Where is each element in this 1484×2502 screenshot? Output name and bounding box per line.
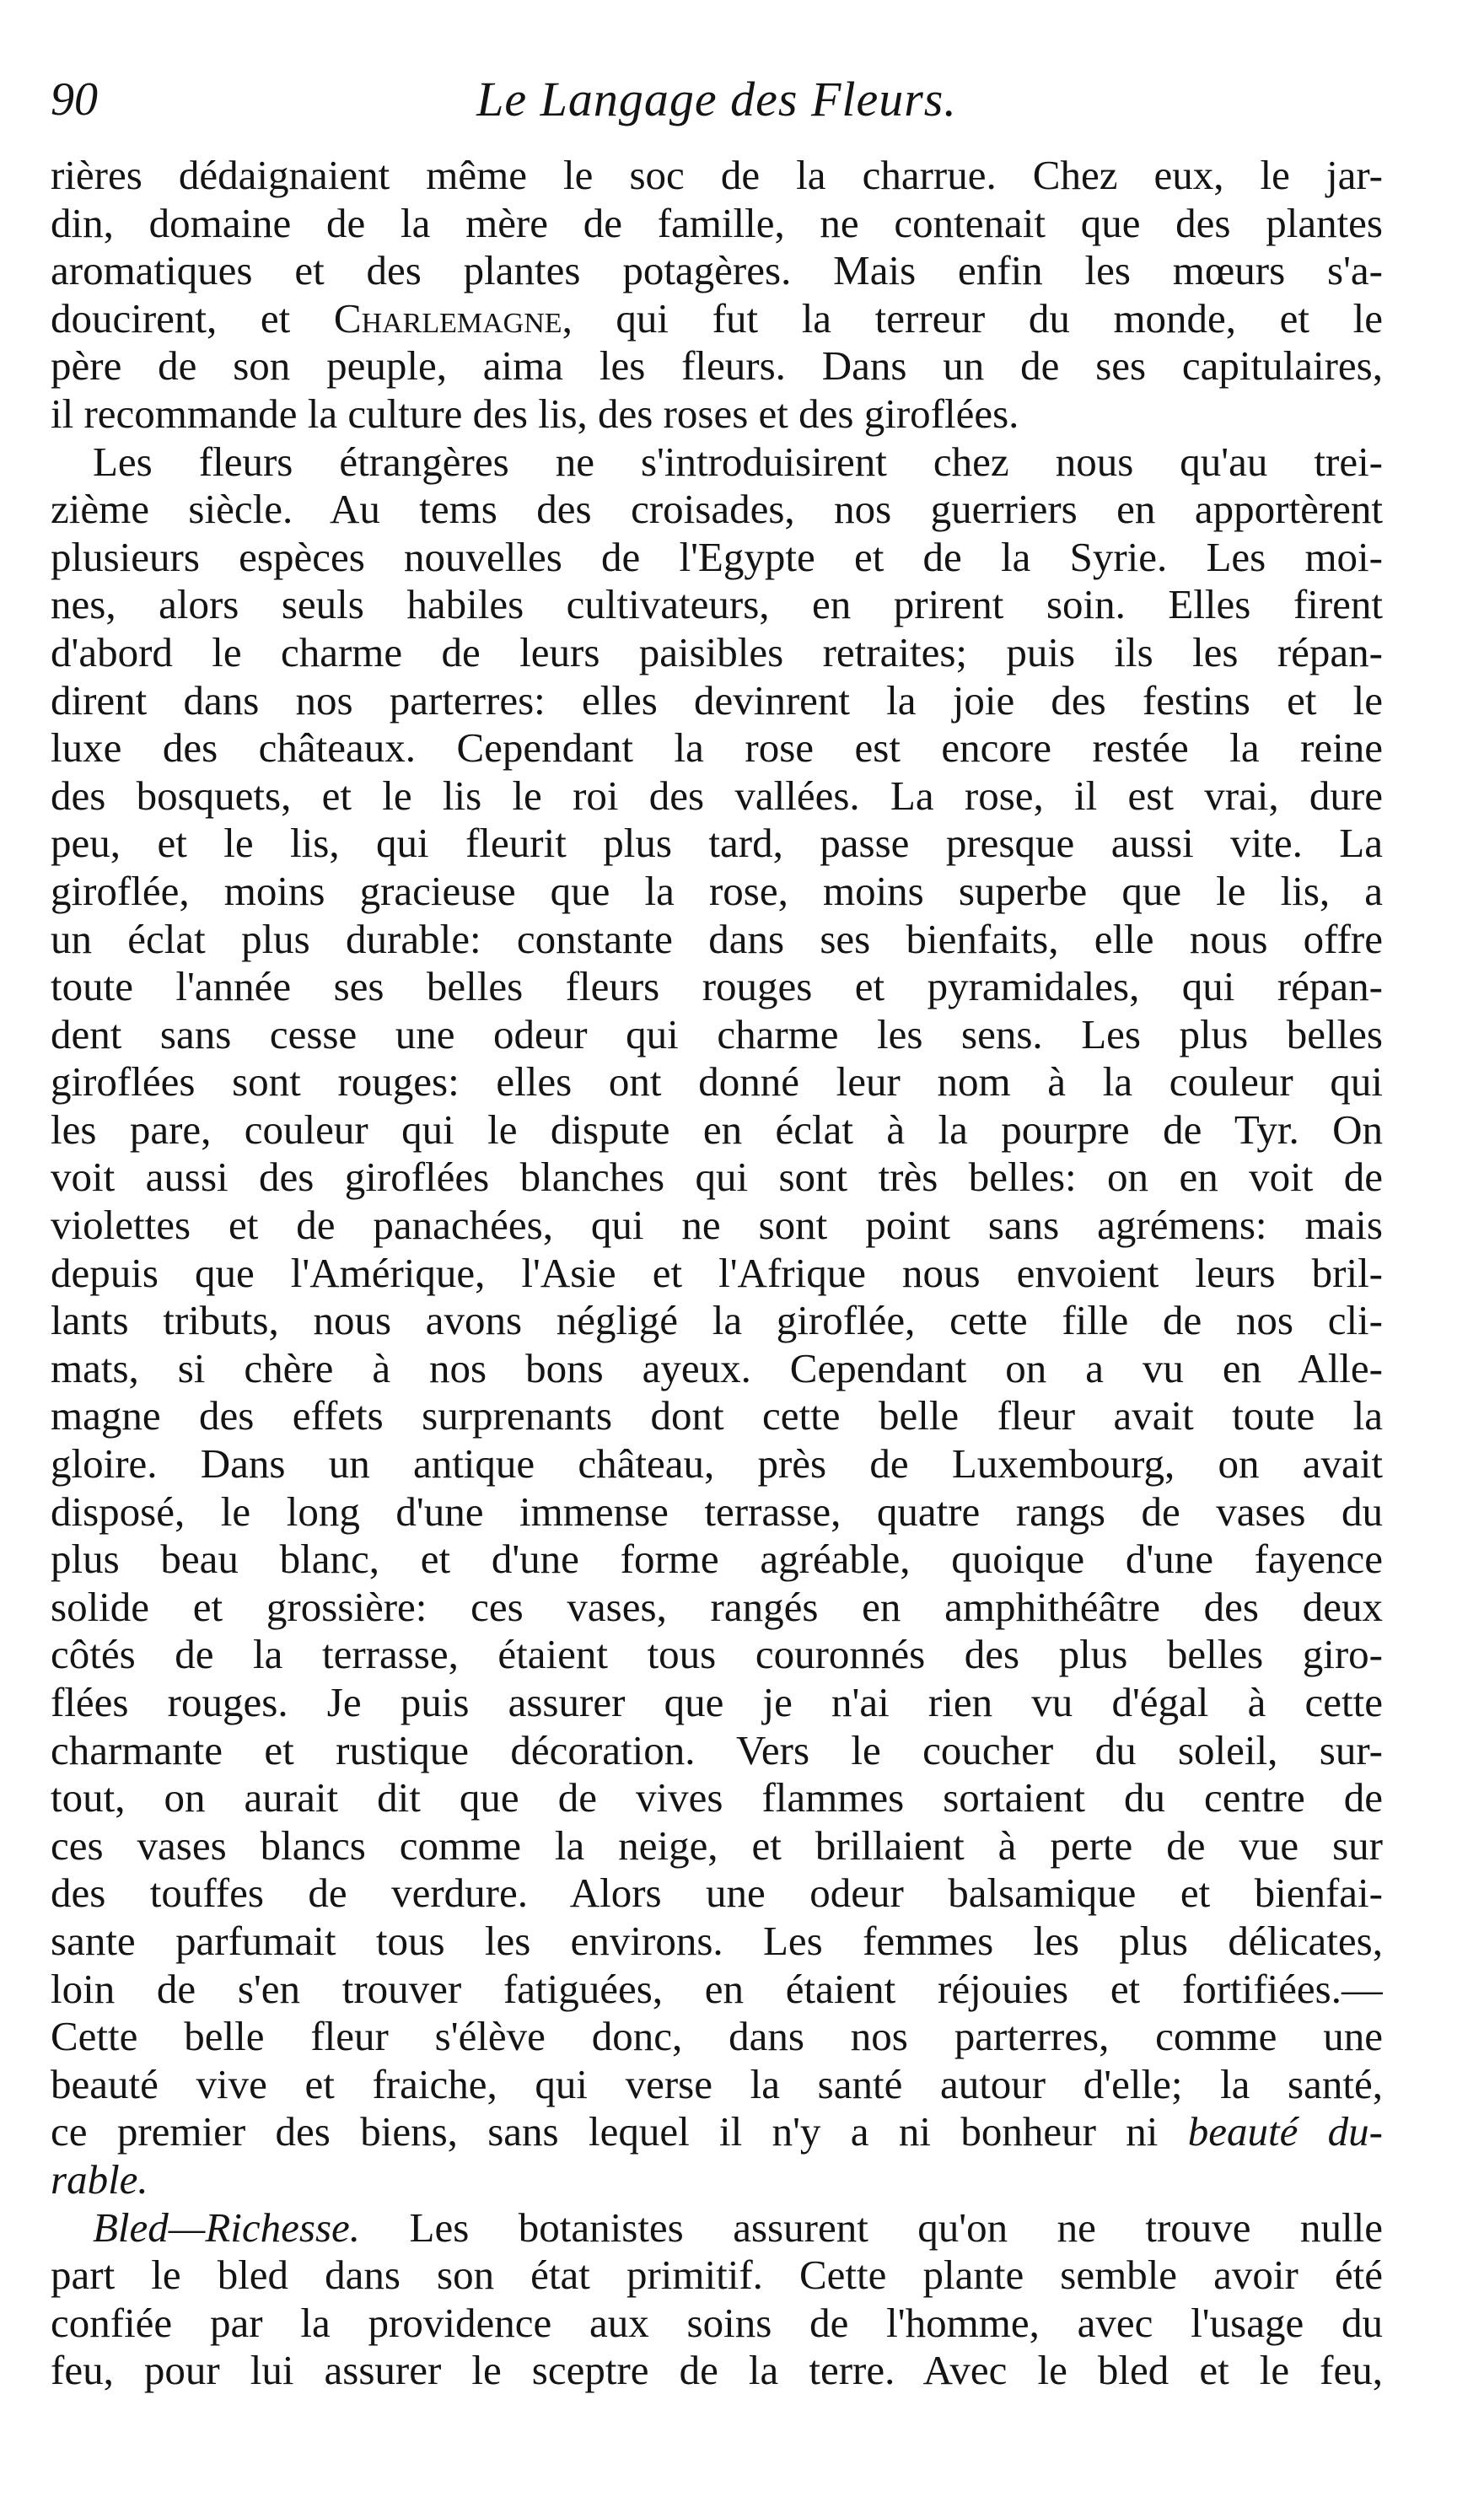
text-line: des touffes de verdure. Alors une odeur balsamique et bienfai- [51,1870,1383,1917]
text-line: disposé, le long d'une immense terrasse, quatre rangs de vases du [51,1488,1383,1535]
text-segment: , qui fut la terreur du monde, et le [562,294,1383,342]
text-line: magne des effets surprenants dont cette belle fleur avait toute la [51,1392,1383,1439]
text-line: mats, si chère à nos bons ayeux. Cependant on a vu en Alle- [51,1344,1383,1391]
text-line: giroflées sont rouges: elles ont donné leur nom à la couleur qui [51,1058,1383,1106]
text-line: les pare, couleur qui le dispute en éclat à la pourpre de Tyr. On [51,1106,1383,1153]
text-line: rières dédaignaient même le soc de la charrue. Chez eux, le jar- [51,152,1383,198]
text-line: d'abord le charme de leurs paisibles retraites; puis ils les répan- [51,628,1383,675]
text-line: plusieurs espèces nouvelles de l'Egypte et de la Syrie. Les moi- [51,533,1383,580]
section-heading-bled: Bled—Richesse. [93,2203,361,2251]
text-line: confiée par la providence aux soins de l'homme, avec l'usage du [51,2299,1383,2346]
text-line: dirent dans nos parterres: elles devinrent la joie des festins et le [51,676,1383,724]
body-text [51,152,1383,2395]
italic-phrase: beauté du- [1187,2108,1383,2155]
text-line: peu, et le lis, qui fleurit plus tard, passe presque aussi vite. La [51,820,1383,867]
text-line: tout, on aurait dit que de vives flammes sortaient du centre de [51,1774,1383,1821]
text-line: solide et grossière: ces vases, rangés en amphithéâtre des deux [51,1583,1383,1630]
text-line: ces vases blancs comme la neige, et brillaient à perte de vue sur [51,1821,1383,1869]
paragraph-start-line [51,2204,1383,2252]
text-line: luxe des châteaux. Cependant la rose est encore restée la reine [51,724,1383,772]
page-header [51,66,1383,133]
text-line: un éclat plus durable: constante dans ses bienfaits, elle nous offre [51,915,1383,962]
text-line: zième siècle. Au tems des croisades, nos guerriers en apportèrent [51,486,1383,533]
text-line: giroflée, moins gracieuse que la rose, moins superbe que le lis, a [51,867,1383,914]
text-line: nes, alors seuls habiles cultivateurs, en prirent soin. Elles firent [51,581,1383,628]
text-line: feu, pour lui assurer le sceptre de la terre. Avec le bled et le feu, [51,2347,1383,2394]
text-segment: doucirent, et [51,294,334,342]
text-line: des bosquets, et le lis le roi des vallées. La rose, il est vrai, dure [51,772,1383,819]
text-line: lants tributs, nous avons négligé la giroflée, cette fille de nos cli- [51,1297,1383,1344]
text-line: flées rouges. Je puis assurer que je n'ai rien vu d'égal à cette [51,1679,1383,1725]
text-line: toute l'année ses belles fleurs rouges et pyramidales, qui répan- [51,963,1383,1010]
text-line: part le bled dans son état primitif. Cette plante semble avoir été [51,2252,1383,2299]
page-number: 90 [51,73,98,126]
text-line: rable. [51,2155,148,2203]
text-line [51,2108,1383,2156]
text-line: charmante et rustique décoration. Vers le coucher du soleil, sur- [51,1726,1383,1773]
text-line: beauté vive et fraiche, qui verse la santé autour d'elle; la santé, [51,2060,1383,2107]
text-segment: Les botanistes assurent qu'on ne trouve nulle [360,2203,1383,2251]
paragraph-start-line: Les fleurs étrangères ne s'introduisirent chez nous qu'au trei- [93,438,1383,485]
text-line: plus beau blanc, et d'une forme agréable, quoique d'une fayence [51,1536,1383,1583]
text-line [51,295,1383,343]
text-line: côtés de la terrasse, étaient tous couronnés des plus belles giro- [51,1631,1383,1678]
text-line: voit aussi des giroflées blanches qui sont très belles: on en voit de [51,1154,1383,1201]
text-line: gloire. Dans un antique château, près de Luxembourg, on avait [51,1440,1383,1488]
text-line: aromatiques et des plantes potagères. Mais enfin les mœurs s'a- [51,247,1383,294]
text-line: loin de s'en trouver fatiguées, en étaient réjouies et fortifiées.— [51,1965,1383,2012]
running-title: Le Langage des Fleurs. [476,72,957,126]
text-line: sante parfumait tous les environs. Les femmes les plus délicates, [51,1917,1383,1964]
text-line: père de son peuple, aima les fleurs. Dans un de ses capitulaires, [51,342,1383,390]
text-line: violettes et de panachées, qui ne sont point sans agrémens: mais [51,1202,1383,1249]
text-segment: ce premier des biens, sans lequel il n'y a ni bonheur ni [51,2108,1188,2155]
text-line: Cette belle fleur s'élève donc, dans nos parterres, comme une [51,2013,1383,2060]
text-line: depuis que l'Amérique, l'Asie et l'Afrique nous envoient leurs bril- [51,1249,1383,1296]
person-name-charlemagne: Charlemagne [333,294,562,342]
text-line: dent sans cesse une odeur qui charme les sens. Les plus belles [51,1010,1383,1057]
text-line: il recommande la culture des lis, des roses et des giroflées. [51,390,1019,437]
text-line: din, domaine de la mère de famille, ne contenait que des plantes [51,199,1383,246]
